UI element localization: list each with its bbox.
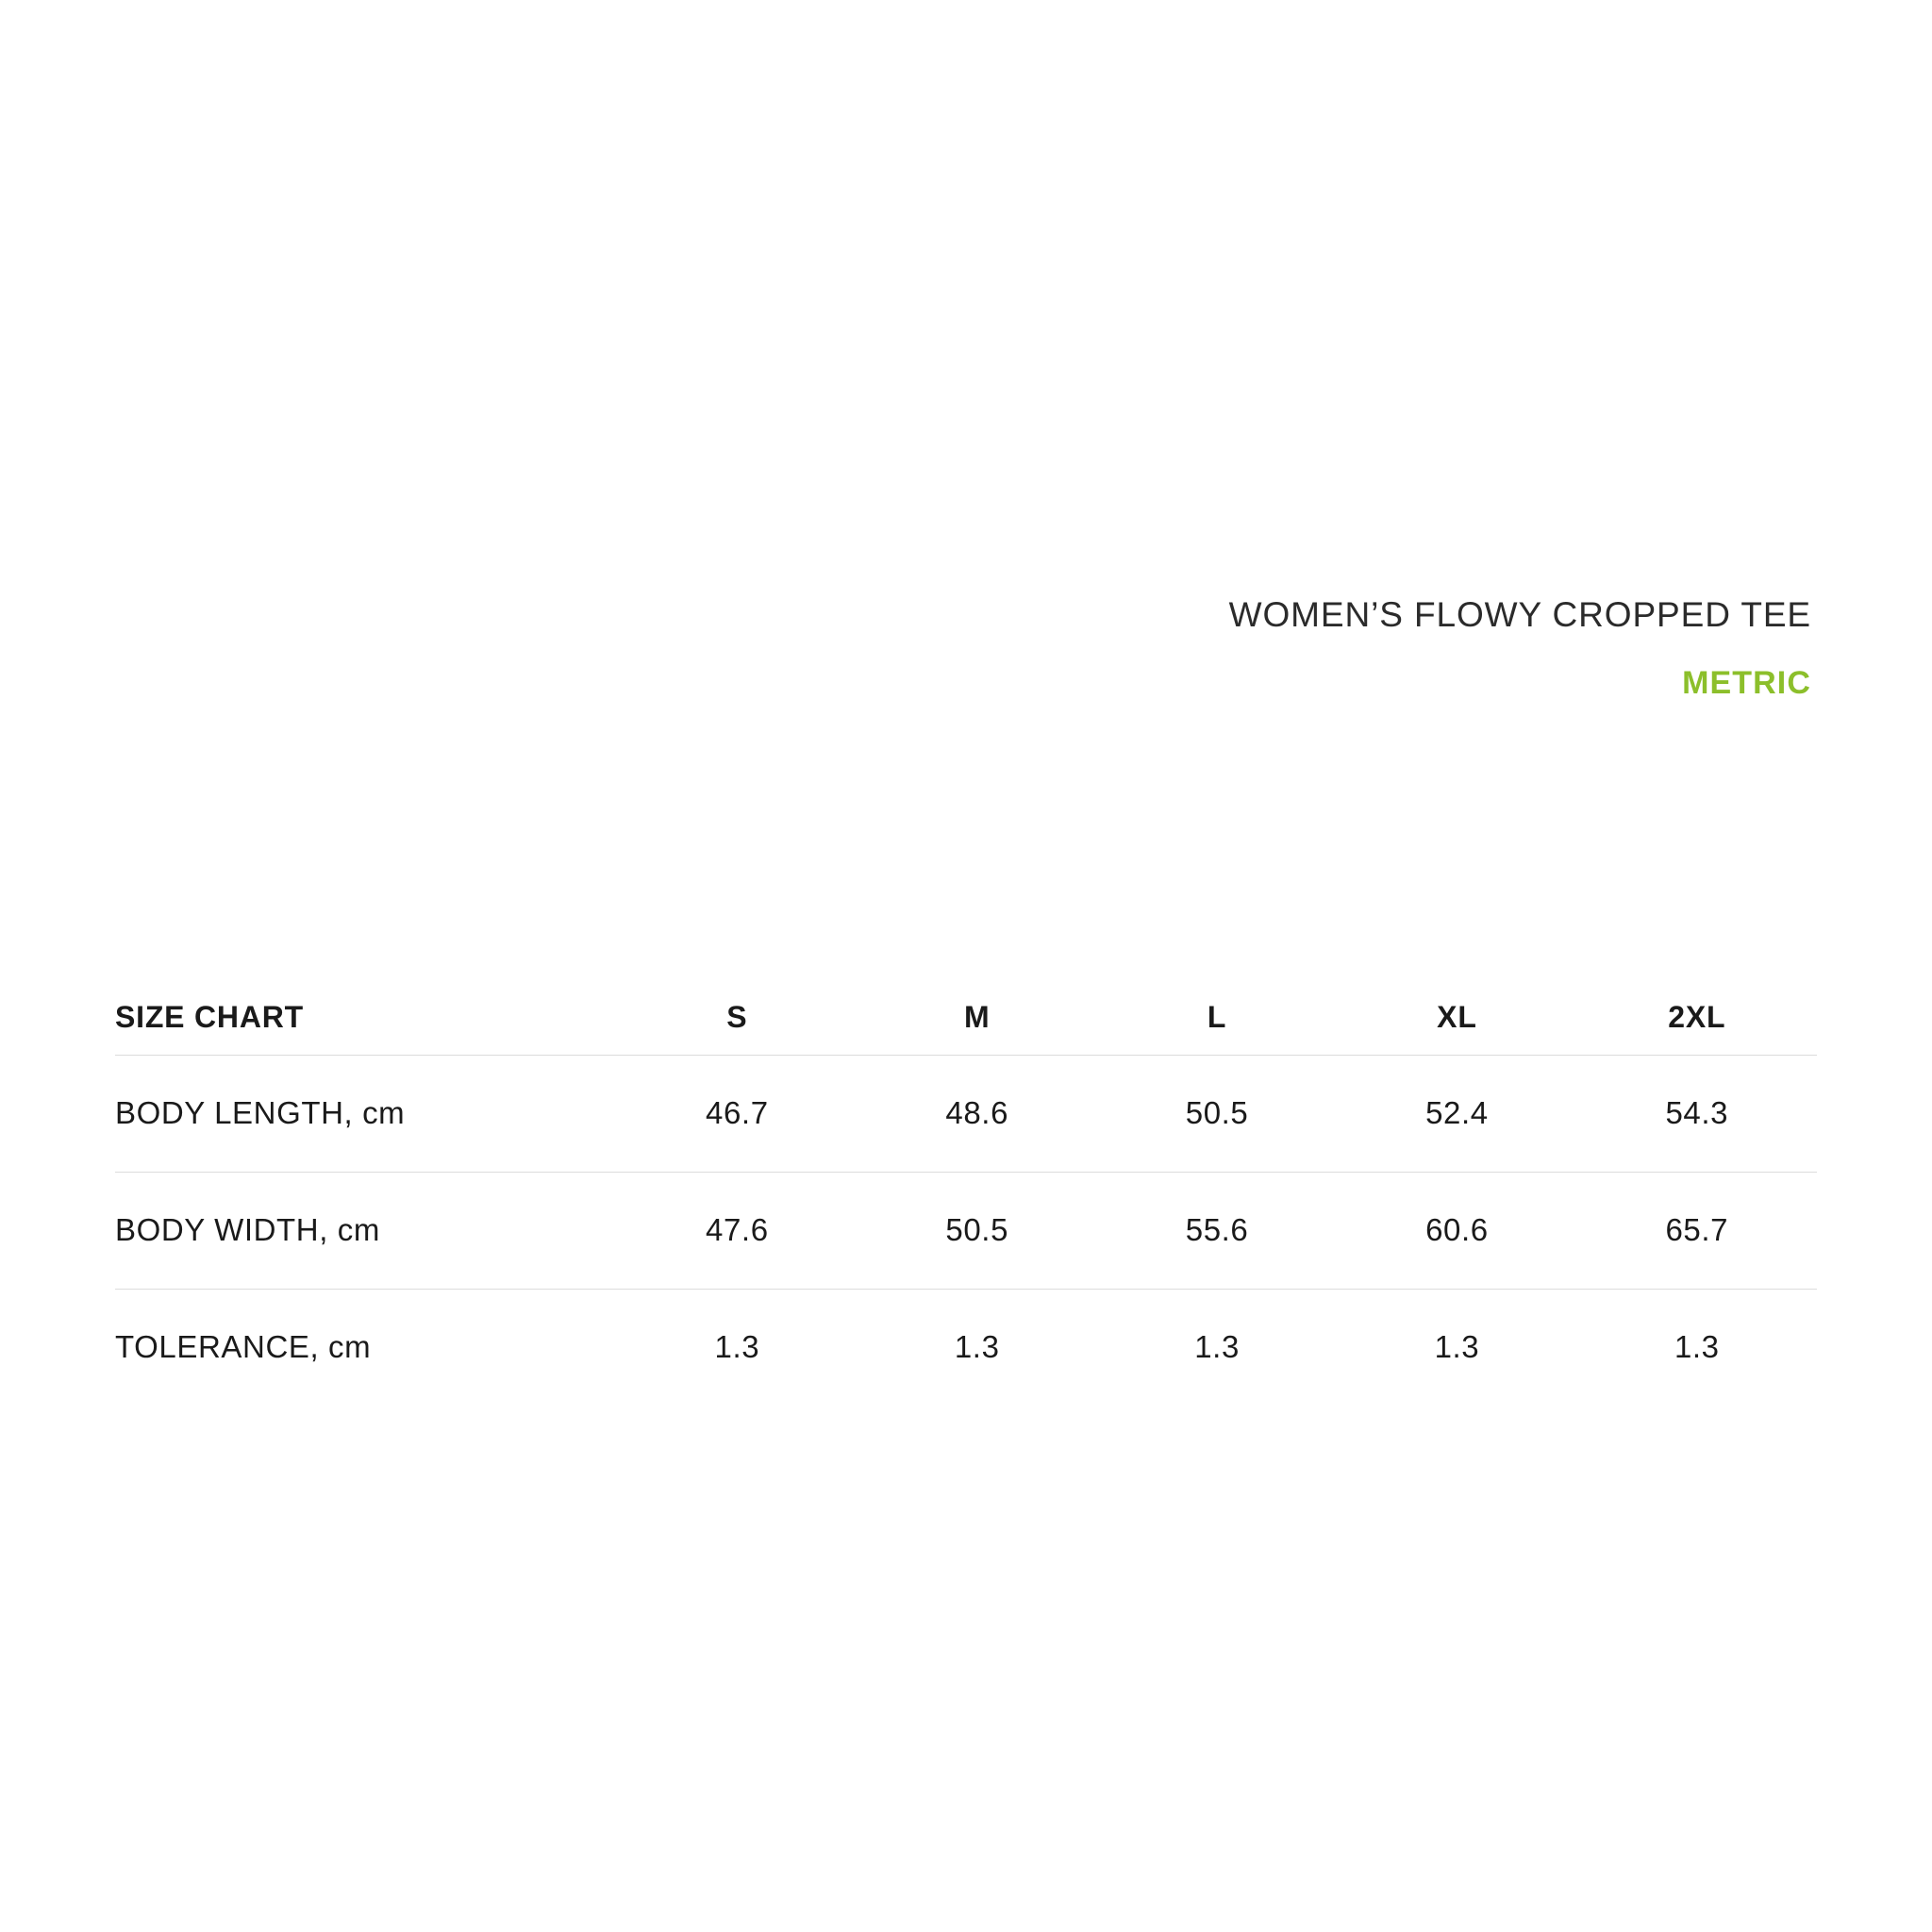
table-header-row — [115, 981, 1817, 1055]
cell-body-length-xl: 52.4 — [1337, 1055, 1576, 1172]
cell-tolerance-l: 1.3 — [1097, 1289, 1337, 1406]
row-label-body-length: BODY LENGTH, cm — [115, 1055, 617, 1172]
table-row — [115, 1289, 1817, 1406]
column-header-l: L — [1207, 1000, 1227, 1035]
table-corner-label: SIZE CHART — [115, 1000, 304, 1035]
cell-body-width-s: 47.6 — [617, 1172, 857, 1289]
cell-body-length-l: 50.5 — [1097, 1055, 1337, 1172]
header-block — [1229, 594, 1811, 703]
cell-tolerance-2xl: 1.3 — [1577, 1289, 1817, 1406]
cell-body-length-m: 48.6 — [858, 1055, 1097, 1172]
cell-body-width-2xl: 65.7 — [1577, 1172, 1817, 1289]
size-chart-table-wrap — [115, 981, 1817, 1406]
cell-tolerance-s: 1.3 — [617, 1289, 857, 1406]
cell-tolerance-xl: 1.3 — [1337, 1289, 1576, 1406]
cell-body-width-l: 55.6 — [1097, 1172, 1337, 1289]
size-chart-table — [115, 981, 1817, 1406]
cell-tolerance-m: 1.3 — [858, 1289, 1097, 1406]
cell-body-length-s: 46.7 — [617, 1055, 857, 1172]
cell-body-width-xl: 60.6 — [1337, 1172, 1576, 1289]
table-row — [115, 1172, 1817, 1289]
product-title: WOMEN’S FLOWY CROPPED TEE — [1228, 595, 1811, 634]
column-header-m: M — [963, 1000, 991, 1035]
cell-body-width-m: 50.5 — [858, 1172, 1097, 1289]
column-header-2xl: 2XL — [1668, 1000, 1726, 1035]
table-row — [115, 1055, 1817, 1172]
row-label-tolerance: TOLERANCE, cm — [115, 1289, 617, 1406]
cell-body-length-2xl: 54.3 — [1577, 1055, 1817, 1172]
row-label-body-width: BODY WIDTH, cm — [115, 1172, 617, 1289]
column-header-s: S — [726, 1000, 748, 1035]
column-header-xl: XL — [1437, 1000, 1477, 1035]
unit-system-label: METRIC — [1682, 665, 1811, 702]
